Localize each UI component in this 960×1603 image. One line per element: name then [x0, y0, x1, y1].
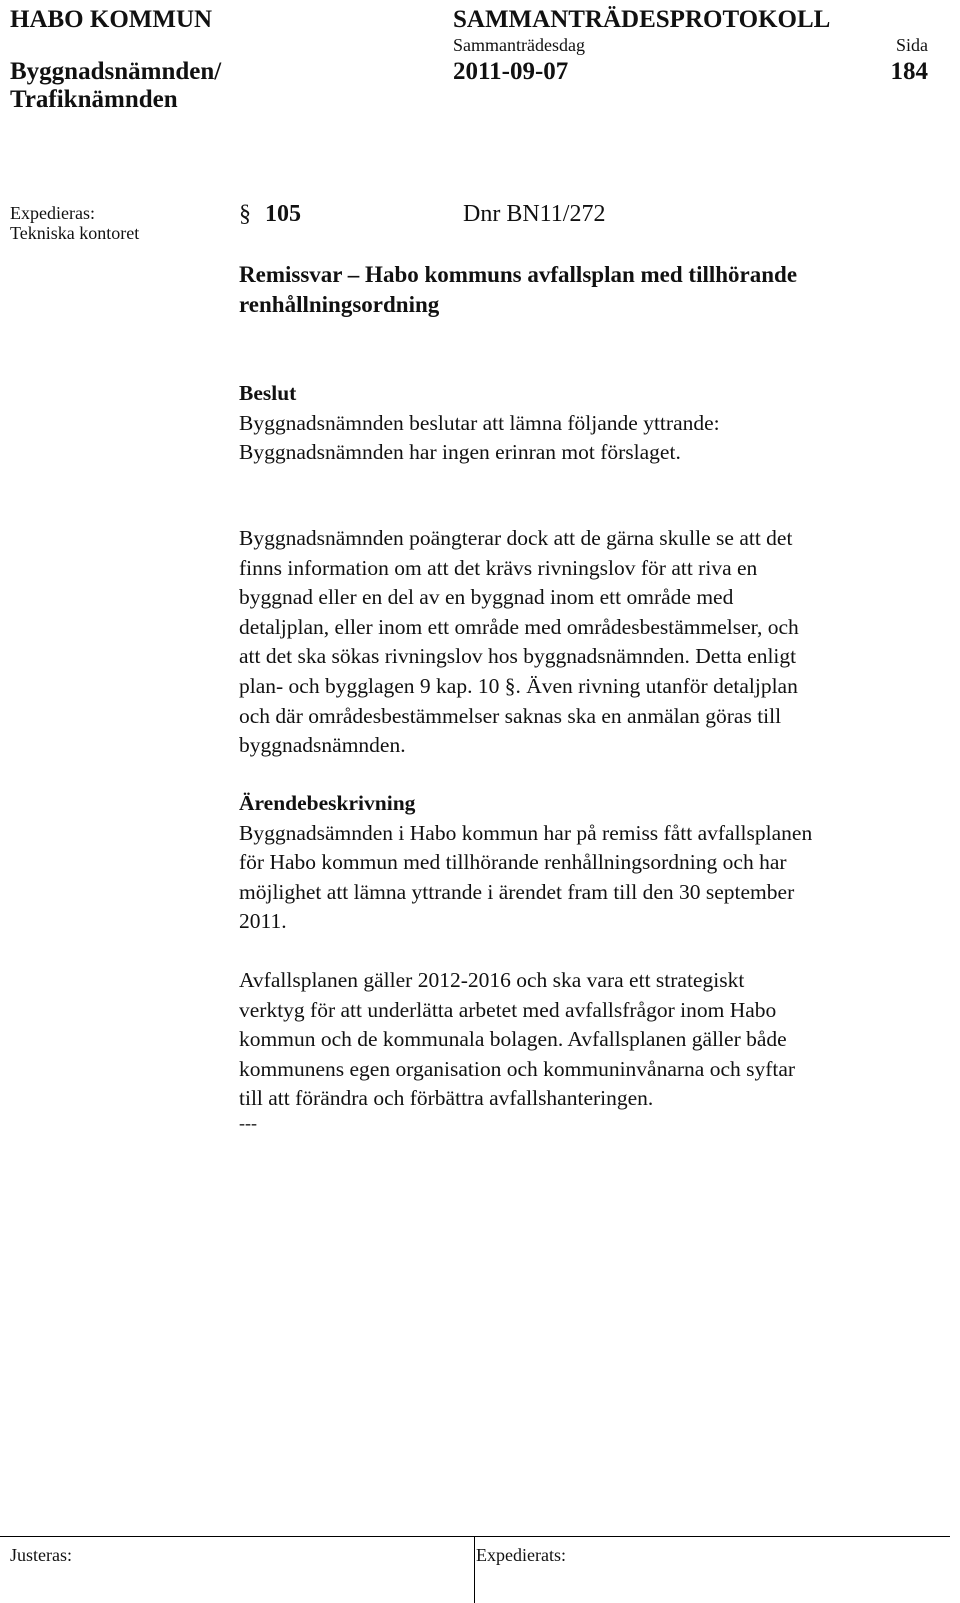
decision-paragraph	[239, 524, 939, 761]
committee-name-line2: Trafiknämnden	[10, 86, 178, 113]
paragraph-line: verktyg för att underlätta arbetet med avfallsfrågor inom Habo	[239, 997, 777, 1022]
paragraph-line: till att förändra och förbättra avfallshanteringen.	[239, 1086, 654, 1111]
footer-column-divider	[474, 1536, 475, 1603]
paragraph-line: kommunens egen organisation och kommuninvånarna och syftar	[239, 1056, 796, 1081]
decision-intro: Byggnadsnämnden beslutar att lämna följande yttrande:	[239, 410, 720, 435]
case-number: Dnr BN11/272	[463, 201, 606, 227]
section-icon: §	[239, 201, 251, 227]
paragraph-line: att det ska sökas rivningslov hos byggnadsnämnden. Detta enligt	[239, 644, 797, 669]
item-number: 105	[265, 201, 301, 227]
paragraph-line: byggnad eller en del av en byggnad inom ett område med	[239, 585, 734, 610]
page-number: 184	[890, 58, 928, 85]
paragraph-line: detaljplan, eller inom ett område med områdesbestämmelser, och	[239, 614, 799, 639]
verified-label: Justeras:	[10, 1545, 72, 1565]
meeting-date: 2011-09-07	[453, 58, 569, 85]
footer-divider	[0, 1536, 950, 1537]
page-label: Sida	[895, 35, 928, 55]
committee-name-line1: Byggnadsnämnden/	[10, 58, 222, 85]
paragraph-line: finns information om att det krävs rivningslov för att riva en	[239, 555, 758, 580]
dispatched-footer-label: Expedierats:	[476, 1545, 566, 1565]
paragraph-line: och där områdesbestämmelser saknas ska en anmälan göras till	[239, 703, 782, 728]
end-marker: ---	[239, 1113, 257, 1133]
paragraph-line: 2011.	[239, 909, 287, 934]
paragraph-line: kommun och de kommunala bolagen. Avfallsplanen gäller både	[239, 1027, 787, 1052]
item-title	[239, 260, 797, 319]
item-title-line: Remissvar – Habo kommuns avfallsplan med tillhörande	[239, 262, 798, 287]
paragraph-line: möjlighet att lämna yttrande i ärendet fram till den 30 september	[239, 879, 795, 904]
decision-section	[239, 379, 939, 468]
paragraph-line: byggnadsnämnden.	[239, 733, 406, 758]
dispatched-label: Expedieras:	[10, 203, 95, 223]
item-number-line	[239, 200, 301, 228]
dispatched-to: Tekniska kontoret	[10, 223, 140, 243]
paragraph-line: Byggnadsämnden i Habo kommun har på remiss fått avfallsplanen	[239, 820, 813, 845]
paragraph-line: plan- och bygglagen 9 kap. 10 §. Även rivning utanför detaljplan	[239, 673, 798, 698]
municipality-name: HABO KOMMUN	[10, 6, 213, 33]
description-paragraph-2	[239, 966, 939, 1114]
decision-heading: Beslut	[239, 381, 297, 405]
paragraph-line: Byggnadsnämnden poängterar dock att de gärna skulle se att det	[239, 526, 793, 550]
description-section	[239, 789, 939, 937]
paragraph-line: för Habo kommun med tillhörande renhållningsordning och har	[239, 850, 787, 875]
decision-statement: Byggnadsnämnden har ingen erinran mot förslaget.	[239, 440, 681, 465]
description-heading: Ärendebeskrivning	[239, 791, 416, 815]
document-type: SAMMANTRÄDESPROTOKOLL	[453, 6, 831, 33]
paragraph-line: Avfallsplanen gäller 2012-2016 och ska vara ett strategiskt	[239, 968, 745, 992]
item-title-line: renhållningsordning	[239, 291, 440, 317]
meeting-date-label: Sammanträdesdag	[453, 35, 585, 55]
